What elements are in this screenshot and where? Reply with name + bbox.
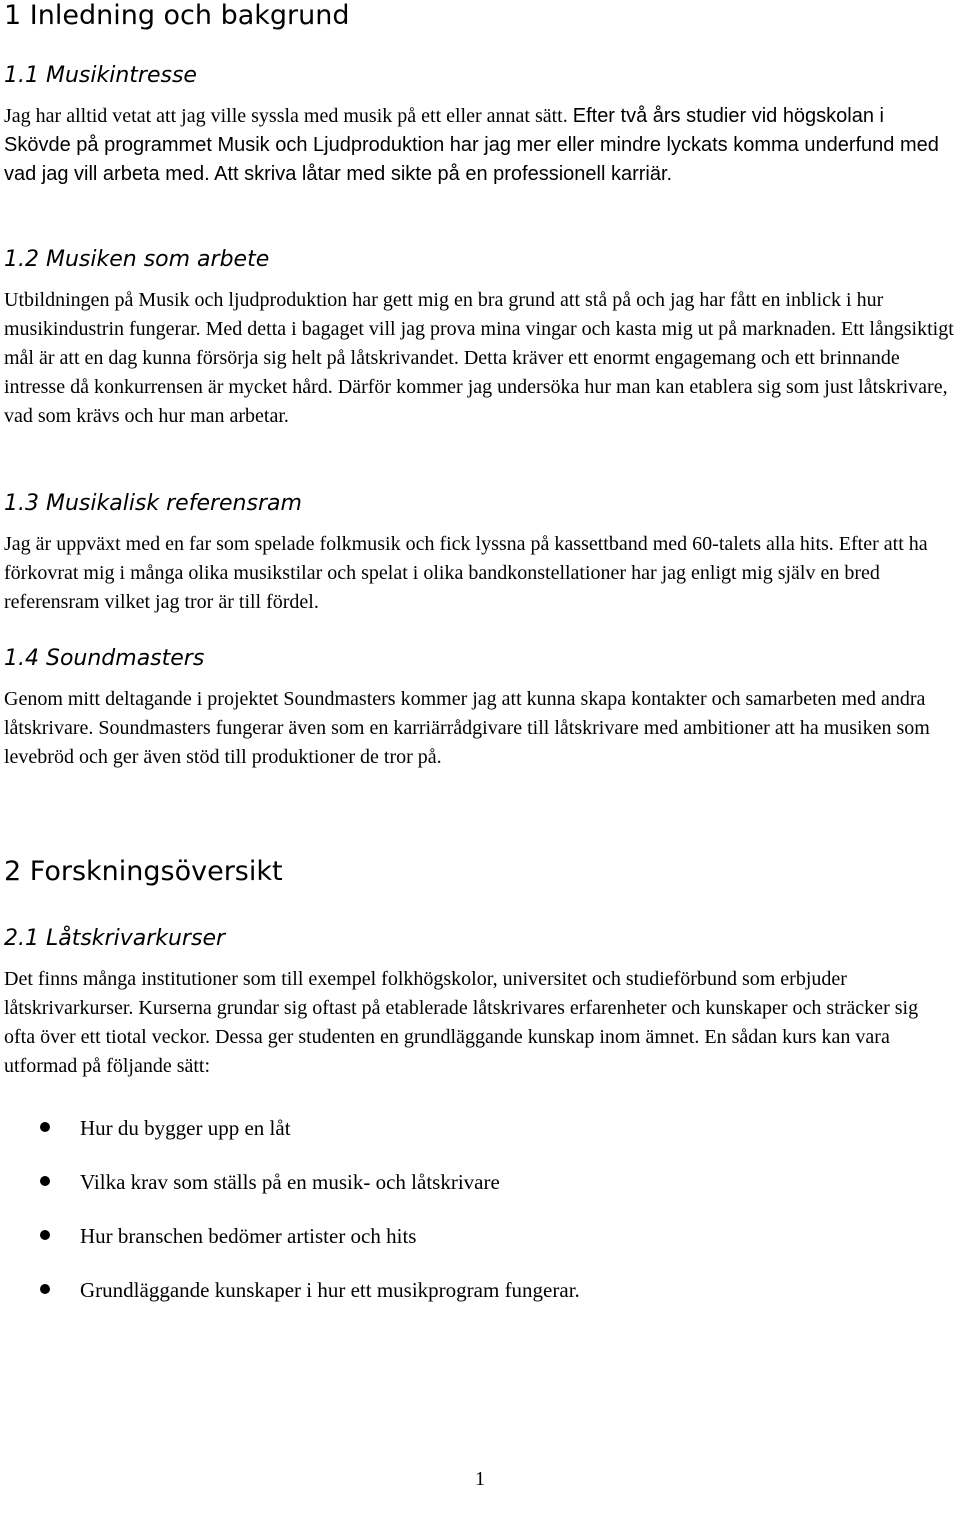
- section-1-1-heading: 1.1 Musikintresse: [4, 63, 197, 88]
- section-1-2-paragraph: Utbildningen på Musik och ljudproduktion har gett mig en bra grund att stå på och jag har fått en inblick i hur musikindustrin fungerar. Med detta i bagaget vill jag prova mina vingar och kasta mig ut på marknaden. Ett långsiktigt mål är att en dag kunna försörja sig helt på låtskrivandet. Detta kräver ett enormt engagemang och ett brinnande intresse då konkurrensen är mycket hård. Därför kommer jag undersöka hur man kan etablera sig som just låtskrivare, vad som krävs och hur man arbetar.: [4, 289, 954, 427]
- section-1-heading: 1 Inledning och bakgrund: [4, 0, 350, 31]
- section-2-heading: 2 Forskningsöversikt: [4, 856, 283, 887]
- section-1-1-text-part2: Efter två års studier vid högskolan i Skövde på programmet Musik och Ljudproduktion har jag mer eller mindre lyckats komma underfund med vad jag vill arbeta med. Att skriva låtar med sikte på en professionell karriär.: [4, 105, 939, 185]
- section-1-1-text-part1: Jag har alltid vetat att jag ville syssla med musik på ett eller annat sätt.: [4, 105, 568, 127]
- section-1-4-heading: 1.4 Soundmasters: [4, 646, 205, 671]
- list-item-text: Grundläggande kunskaper i hur ett musikprogram fungerar.: [80, 1278, 580, 1302]
- section-1-1-paragraph: [4, 102, 954, 189]
- section-1-2-heading: 1.2 Musiken som arbete: [4, 247, 270, 272]
- bullet-icon: [40, 1122, 50, 1132]
- section-1-3-heading: 1.3 Musikalisk referensram: [4, 491, 302, 516]
- bullet-icon: [40, 1176, 50, 1186]
- list-item: [0, 1108, 960, 1162]
- page-number: 1: [475, 1468, 485, 1490]
- section-1-4-paragraph: Genom mitt deltagande i projektet Soundmasters kommer jag att kunna skapa kontakter och samarbeten med andra låtskrivare. Soundmasters fungerar även som en karriärrådgivare till låtskrivare med ambitioner att ha musiken som levebröd och ger även stöd till produktioner de tror på.: [4, 688, 930, 768]
- section-2-1-heading: 2.1 Låtskrivarkurser: [4, 926, 226, 951]
- bullet-icon: [40, 1230, 50, 1240]
- section-1-3-paragraph: Jag är uppväxt med en far som spelade folkmusik och fick lyssna på kassettband med 60-talets alla hits. Efter att ha förkovrat mig i många olika musikstilar och spelat i olika bandkonstellationer har jag enligt mig själv en bred referensram vilket jag tror är till fördel.: [4, 533, 928, 613]
- list-item-text: Hur branschen bedömer artister och hits: [80, 1224, 417, 1248]
- section-2-1-paragraph: Det finns många institutioner som till exempel folkhögskolor, universitet och studieförbund som erbjuder låtskrivarkurser. Kurserna grundar sig oftast på etablerade låtskrivares erfarenheter och kunskaper och sträcker sig ofta över ett tiotal veckor. Dessa ger studenten en grundläggande kunskap inom ämnet. En sådan kurs kan vara utformad på följande sätt:: [4, 968, 919, 1077]
- bullet-icon: [40, 1284, 50, 1294]
- course-topics-list: [0, 1108, 960, 1324]
- list-item: [0, 1216, 960, 1270]
- list-item: [0, 1162, 960, 1216]
- list-item-text: Vilka krav som ställs på en musik- och låtskrivare: [80, 1170, 500, 1194]
- list-item-text: Hur du bygger upp en låt: [80, 1116, 291, 1140]
- list-item: [0, 1270, 960, 1324]
